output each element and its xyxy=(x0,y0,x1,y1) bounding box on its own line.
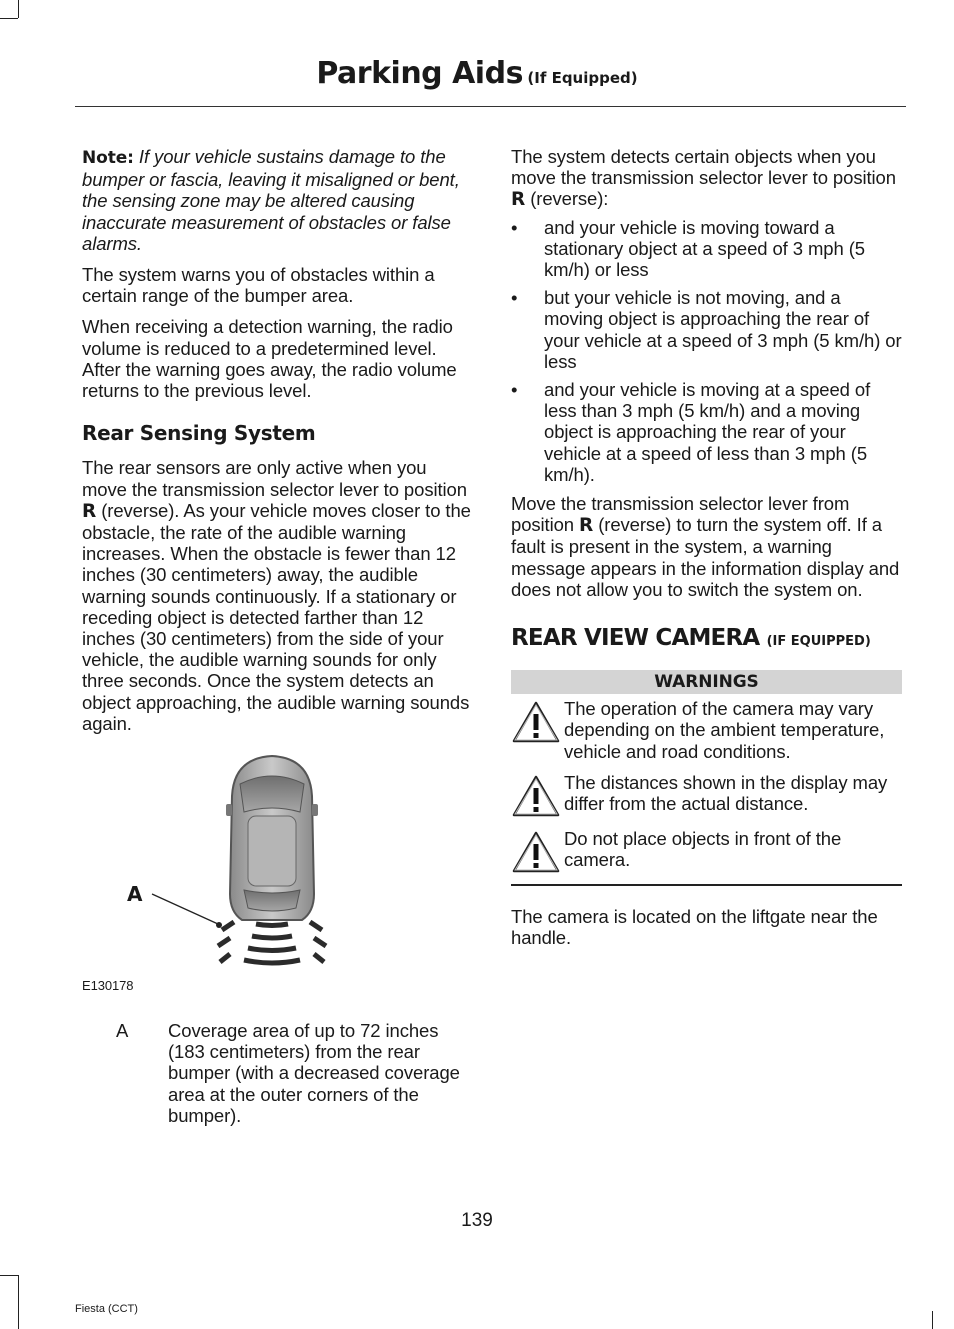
gear-reverse: R xyxy=(511,189,526,211)
paragraph-rear-sensors xyxy=(82,457,472,734)
note-text: If your vehicle sustains damage to the bumper or fascia, leaving it misaligned or bent, the sensing zone may be altered causing inaccurate measurement of obstacles or false alarms. xyxy=(82,146,460,254)
callout-leader-line xyxy=(152,894,218,924)
paragraph-warning-range: The system warns you of obstacles within a certain range of the bumper area. xyxy=(82,264,435,307)
text-run: The system detects certain objects when you move the transmission selector lever to position xyxy=(511,146,896,189)
right-column xyxy=(511,146,902,958)
list-item-text: and your vehicle is moving toward a stationary object at a speed of 3 mph (5 km/h) or less xyxy=(544,216,865,281)
car-body xyxy=(226,756,318,920)
page-header xyxy=(0,56,954,91)
paragraph-detects-objects xyxy=(511,146,902,211)
paragraph-camera-location: The camera is located on the liftgate near the handle. xyxy=(511,905,878,949)
section-title-rear-sensing: Rear Sensing System xyxy=(82,421,316,446)
warning-triangle-icon xyxy=(511,830,561,874)
figure-code: E130178 xyxy=(82,978,134,994)
list-item-text: but your vehicle is not moving, and a moving object is approaching the rear of your vehicle at a speed of 3 mph (5 km/h) or less xyxy=(544,287,902,372)
text-run: (reverse) to turn the system off. If a fault is present in the system, a warning message appears in the information display and does not allow you to switch the system on. xyxy=(511,514,900,600)
callout-dot xyxy=(216,922,222,928)
gear-reverse: R xyxy=(579,515,594,537)
section-subtitle: (IF EQUIPPED) xyxy=(766,634,871,650)
legend-key: A xyxy=(116,1020,129,1042)
figure-legend xyxy=(82,1020,472,1126)
list-item xyxy=(511,379,902,485)
crop-mark xyxy=(18,1275,19,1329)
page-title: Parking Aids xyxy=(316,56,523,91)
section-title-text: REAR VIEW CAMERA xyxy=(511,625,760,652)
warning-text: Do not place objects in front of the camera. xyxy=(564,827,842,871)
text-run: The rear sensors are only active when you move the transmission selector lever to position xyxy=(82,457,467,500)
warnings-heading: WARNINGS xyxy=(511,670,902,694)
page-subtitle: (If Equipped) xyxy=(527,69,638,87)
warning-triangle-icon xyxy=(511,774,561,818)
warning-text: The distances shown in the display may differ from the actual distance. xyxy=(564,771,888,815)
warning-item xyxy=(511,828,902,874)
gear-reverse: R xyxy=(82,500,97,522)
crop-mark xyxy=(0,18,18,19)
paragraph-radio-volume: When receiving a detection warning, the radio volume is reduced to a predetermined level. After the warning goes away, the radio volume returns to the previous level. xyxy=(82,316,457,402)
list-item-text: and your vehicle is moving at a speed of less than 3 mph (5 km/h) and a moving object is approaching the rear of your vehicle at a speed of less than 3 mph (5 km/h). xyxy=(544,379,871,485)
paragraph-system-off xyxy=(511,493,902,600)
bullet-icon: • xyxy=(511,216,518,238)
note-paragraph xyxy=(82,146,472,254)
crop-mark xyxy=(0,1275,18,1276)
crop-mark xyxy=(932,1311,933,1329)
bullet-icon: • xyxy=(511,287,518,309)
text-run: (reverse): xyxy=(525,188,609,210)
note-label: Note: xyxy=(82,148,134,168)
list-item xyxy=(511,287,902,372)
text-run: (reverse). As your vehicle moves closer to the obstacle, the rate of the audible warning increases. When the obstacle is fewer than 12 inches (30 centimeters) away, the audible warning sounds continuously. If a stationary or receding object is detected farther than 12 inches (30 centimeters) from the side of your vehicle, the audible warning sounds for only three seconds. Once the system detects an object approaching, the audible warning sounds again. xyxy=(82,499,471,734)
footer-model: Fiesta (CCT) xyxy=(75,1303,138,1315)
sensor-coverage-arcs xyxy=(218,922,326,963)
text-run: Move the transmission selector lever from position xyxy=(511,493,850,536)
figure-callout-a: A xyxy=(127,882,143,907)
detection-conditions-list xyxy=(511,217,902,485)
left-column xyxy=(82,146,472,1126)
car-top-view-illustration xyxy=(82,744,472,1000)
sensor-coverage-figure xyxy=(82,744,472,1000)
warnings-divider xyxy=(511,884,902,886)
crop-mark xyxy=(18,0,19,18)
warning-triangle-icon xyxy=(511,700,561,744)
warning-text: The operation of the camera may vary depending on the ambient temperature, vehicle and road conditions. xyxy=(564,698,885,762)
bullet-icon: • xyxy=(511,379,518,401)
list-item xyxy=(511,217,902,281)
warning-item xyxy=(511,698,902,762)
header-divider xyxy=(75,106,906,107)
warning-item xyxy=(511,772,902,818)
legend-text: Coverage area of up to 72 inches (183 centimeters) from the rear bumper (with a decreased coverage area at the outer corners of the bumper). xyxy=(168,1020,460,1126)
section-title-rear-view-camera xyxy=(511,625,902,652)
page-number: 139 xyxy=(461,1210,493,1231)
